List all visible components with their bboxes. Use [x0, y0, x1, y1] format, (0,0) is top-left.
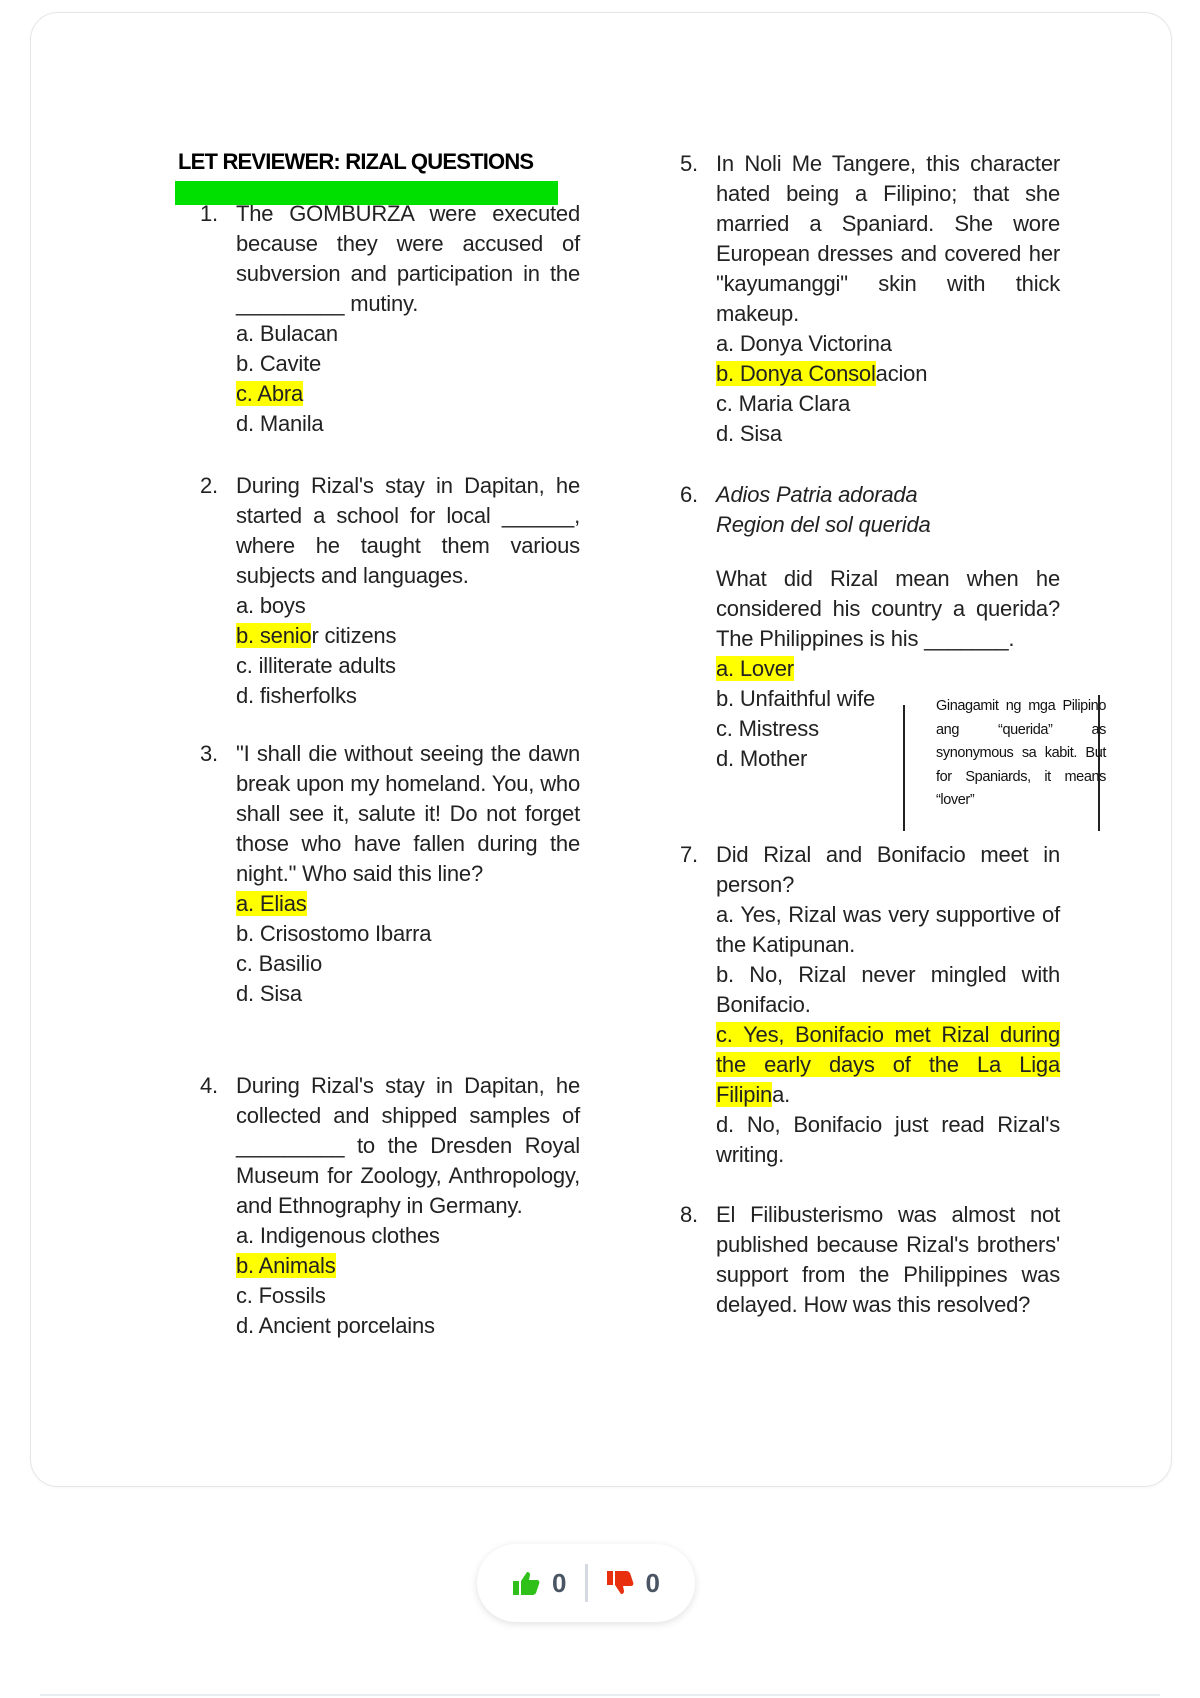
question-text: During Rizal's stay in Dapitan, he started a school for local ______, where he taught them various subjects and languages.: [236, 473, 580, 588]
verse-line: Adios Patria adorada: [716, 482, 918, 507]
question-text: Did Rizal and Bonifacio meet in person?: [716, 842, 1060, 897]
question-text: The GOMBURZA were executed because they were accused of subversion and participation in the _________ mutiny.: [236, 201, 580, 316]
question-number: 2.: [200, 473, 218, 498]
question-number: 1.: [200, 201, 218, 226]
answer-option: c. Basilio: [236, 951, 323, 976]
answer-highlight: b. Donya Consol: [716, 361, 876, 386]
question-text: What did Rizal mean when he considered his country a querida? The Philippines is his _______.: [716, 566, 1060, 651]
answer-option-correct: [716, 359, 1060, 389]
answer-option-correct: [236, 379, 580, 409]
answer-rest: r citizens: [311, 623, 397, 648]
question-number: 3.: [200, 741, 218, 766]
answer-option: a. Yes, Rizal was very supportive of the Katipunan.: [716, 902, 1060, 957]
vote-bar: [477, 1544, 695, 1622]
answer-option: c. illiterate adults: [236, 653, 396, 678]
answer-option-correct: [716, 654, 1060, 684]
answer-highlight: b. Animals: [236, 1253, 336, 1278]
answer-option: d. Sisa: [236, 981, 302, 1006]
answer-option-correct: [716, 1020, 1060, 1110]
question-number: 4.: [200, 1073, 218, 1098]
downvote-count: 0: [645, 1567, 660, 1598]
verse-line: Region del sol querida: [716, 512, 931, 537]
answer-option: b. No, Rizal never mingled with Bonifacio.: [716, 962, 1060, 1017]
answer-option: b. Crisostomo Ibarra: [236, 921, 432, 946]
question-text: "I shall die without seeing the dawn break upon my homeland. You, who shall see it, salute it! Do not forget those who have fallen during the night." Who said this line?: [236, 741, 580, 886]
question-5: [680, 149, 1060, 449]
answer-option-correct: [236, 621, 580, 651]
answer-option: d. Mother: [716, 746, 808, 771]
answer-option: d. Ancient porcelains: [236, 1313, 435, 1338]
thumbs-up-icon: [512, 1570, 540, 1596]
question-number: 7.: [680, 842, 698, 867]
question-text: During Rizal's stay in Dapitan, he collected and shipped samples of _________ to the Dresden Royal Museum for Zoology, Anthropology, and Ethnography in Germany.: [236, 1073, 580, 1218]
answer-option: d. Manila: [236, 411, 324, 436]
answer-highlight: b. senio: [236, 623, 312, 648]
answer-rest: a.: [772, 1082, 791, 1107]
answer-highlight: c. Yes, Bonifacio met Rizal during the early days of the La Liga Filipin: [716, 1022, 1060, 1107]
question-3: [200, 739, 580, 1009]
upvote-count: 0: [552, 1567, 567, 1598]
answer-option: d. fisherfolks: [236, 683, 357, 708]
question-1: [200, 199, 580, 439]
answer-rest: acion: [875, 361, 928, 386]
answer-option: a. Donya Victorina: [716, 331, 892, 356]
question-number: 8.: [680, 1202, 698, 1227]
answer-option-correct: [236, 1251, 580, 1281]
answer-option: a. Bulacan: [236, 321, 338, 346]
answer-option: a. Indigenous clothes: [236, 1223, 440, 1248]
answer-option-correct: [236, 889, 580, 919]
question-text: In Noli Me Tangere, this character hated being a Filipino; that she married a Spaniard. She wore European dresses and covered her "kayumanggi" skin with thick makeup.: [716, 151, 1060, 326]
answer-highlight: c. Abra: [236, 381, 304, 406]
answer-option: d. Sisa: [716, 421, 782, 446]
question-8: [680, 1200, 1060, 1320]
side-note: Ginagamit ng mga Pilipino ang “querida” as synonymous sa kabit. But for Spaniards, it means “lover”: [936, 698, 1106, 808]
note-border-left: [903, 705, 905, 831]
question-number: 6.: [680, 482, 698, 507]
answer-option: a. boys: [236, 593, 306, 618]
answer-option: c. Fossils: [236, 1283, 326, 1308]
downvote-button[interactable]: [606, 1568, 660, 1599]
answer-option: c. Mistress: [716, 716, 819, 741]
answer-option: c. Maria Clara: [716, 391, 851, 416]
answer-highlight: a. Elias: [236, 891, 307, 916]
question-text: El Filibusterismo was almost not published because Rizal's brothers' support from the Philippines was delayed. How was this resolved?: [716, 1202, 1060, 1317]
question-7: [680, 840, 1060, 1170]
upvote-button[interactable]: [512, 1568, 566, 1599]
thumbs-down-icon: [606, 1570, 634, 1596]
question-2: [200, 471, 580, 711]
divider: [40, 1694, 1160, 1696]
question-4: [200, 1071, 580, 1341]
page-title: LET REVIEWER: RIZAL QUESTIONS: [178, 149, 534, 174]
answer-highlight: a. Lover: [716, 656, 794, 681]
answer-option: b. Cavite: [236, 351, 322, 376]
vote-divider: [585, 1564, 588, 1602]
answer-option: b. Unfaithful wife: [716, 686, 876, 711]
answer-option: d. No, Bonifacio just read Rizal's writing.: [716, 1112, 1060, 1167]
question-number: 5.: [680, 151, 698, 176]
